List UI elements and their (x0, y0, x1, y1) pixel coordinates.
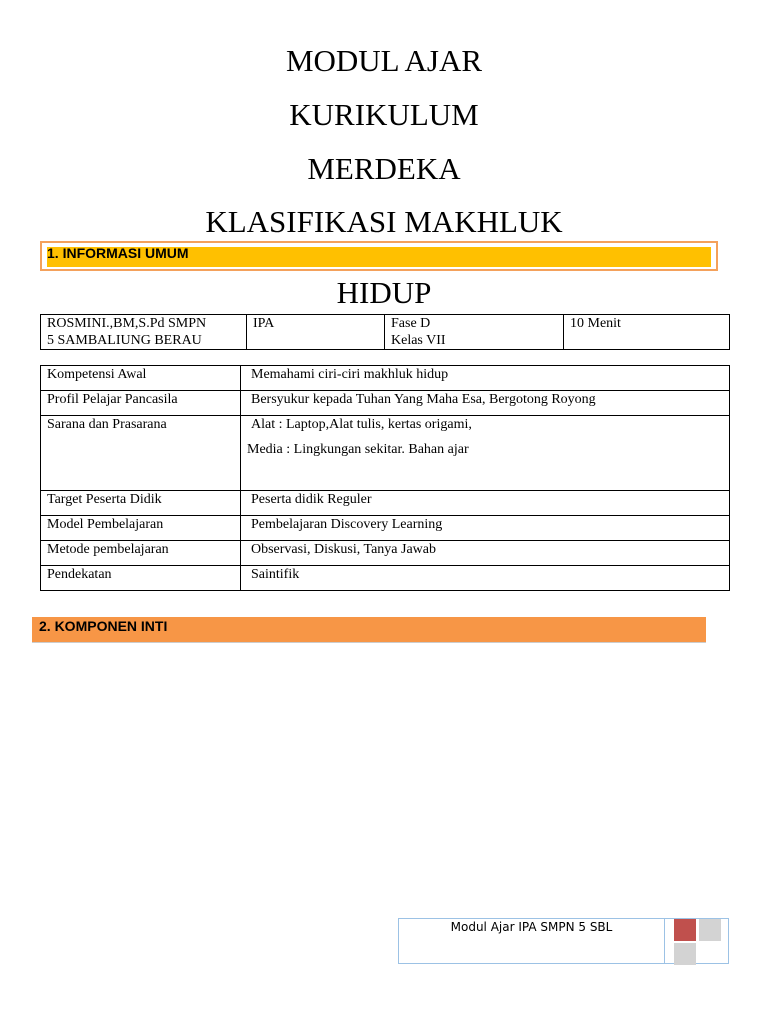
tools-text: Alat : Laptop,Alat tulis, kertas origami, (251, 417, 472, 432)
general-info-table (40, 314, 730, 350)
row-value-text: Peserta didik Reguler (251, 492, 372, 507)
row-value-text: Pembelajaran Discovery Learning (251, 517, 443, 532)
row-label: Model Pembelajaran (41, 516, 241, 541)
row-value (241, 366, 730, 391)
author-school: 5 SAMBALIUNG BERAU (47, 333, 202, 348)
footer-grey-square-icon (699, 919, 721, 941)
table-row (41, 516, 730, 541)
row-value (241, 516, 730, 541)
footer-divider (664, 919, 665, 963)
table-row (41, 366, 730, 391)
row-value-text: Saintifik (251, 567, 300, 582)
table-row (41, 541, 730, 566)
detail-table (40, 365, 730, 591)
row-value-text: Observasi, Diskusi, Tanya Jawab (251, 542, 437, 557)
title-line-3: MERDEKA (307, 151, 461, 186)
author-cell (41, 315, 247, 350)
row-value (241, 491, 730, 516)
row-label: Metode pembelajaran (41, 541, 241, 566)
row-value-text: Memahami ciri-ciri makhluk hidup (251, 367, 449, 382)
table-row (41, 315, 730, 350)
title-line-1: MODUL AJAR (285, 43, 483, 78)
section-heading: 1. INFORMASI UMUM (47, 245, 189, 261)
section-informasi-umum (40, 241, 718, 271)
class-label: Kelas VII (391, 333, 446, 348)
row-label: Kompetensi Awal (41, 366, 241, 391)
table-row (41, 391, 730, 416)
page-footer (398, 918, 729, 964)
phase-label: Fase D (391, 316, 431, 331)
footer-red-square-icon (674, 919, 696, 941)
row-label: Pendekatan (41, 566, 241, 591)
row-value (241, 391, 730, 416)
row-label: Target Peserta Didik (41, 491, 241, 516)
section-heading: 2. KOMPONEN INTI (39, 618, 168, 634)
title-line-4: KLASIFIKASI MAKHLUK (205, 204, 563, 239)
table-row (41, 566, 730, 591)
table-row (41, 491, 730, 516)
row-value (241, 566, 730, 591)
row-value (241, 416, 730, 491)
table-row (41, 416, 730, 491)
duration-cell: 10 Menit (564, 315, 730, 350)
phase-cell (385, 315, 564, 350)
title-line-5: HIDUP (336, 275, 432, 310)
row-value-text: Bersyukur kepada Tuhan Yang Maha Esa, Bergotong Royong (251, 392, 596, 407)
section-komponen-inti (32, 617, 706, 643)
row-label: Profil Pelajar Pancasila (41, 391, 241, 416)
subject-cell: IPA (247, 315, 385, 350)
row-value (241, 541, 730, 566)
row-label: Sarana dan Prasarana (41, 416, 241, 491)
title-line-2: KURIKULUM (289, 97, 479, 132)
author-name: ROSMINI.,BM,S.Pd SMPN (47, 316, 207, 331)
footer-text: Modul Ajar IPA SMPN 5 SBL (450, 920, 613, 934)
footer-grey-square-icon (674, 943, 696, 965)
media-text: Media : Lingkungan sekitar. Bahan ajar (247, 442, 469, 457)
